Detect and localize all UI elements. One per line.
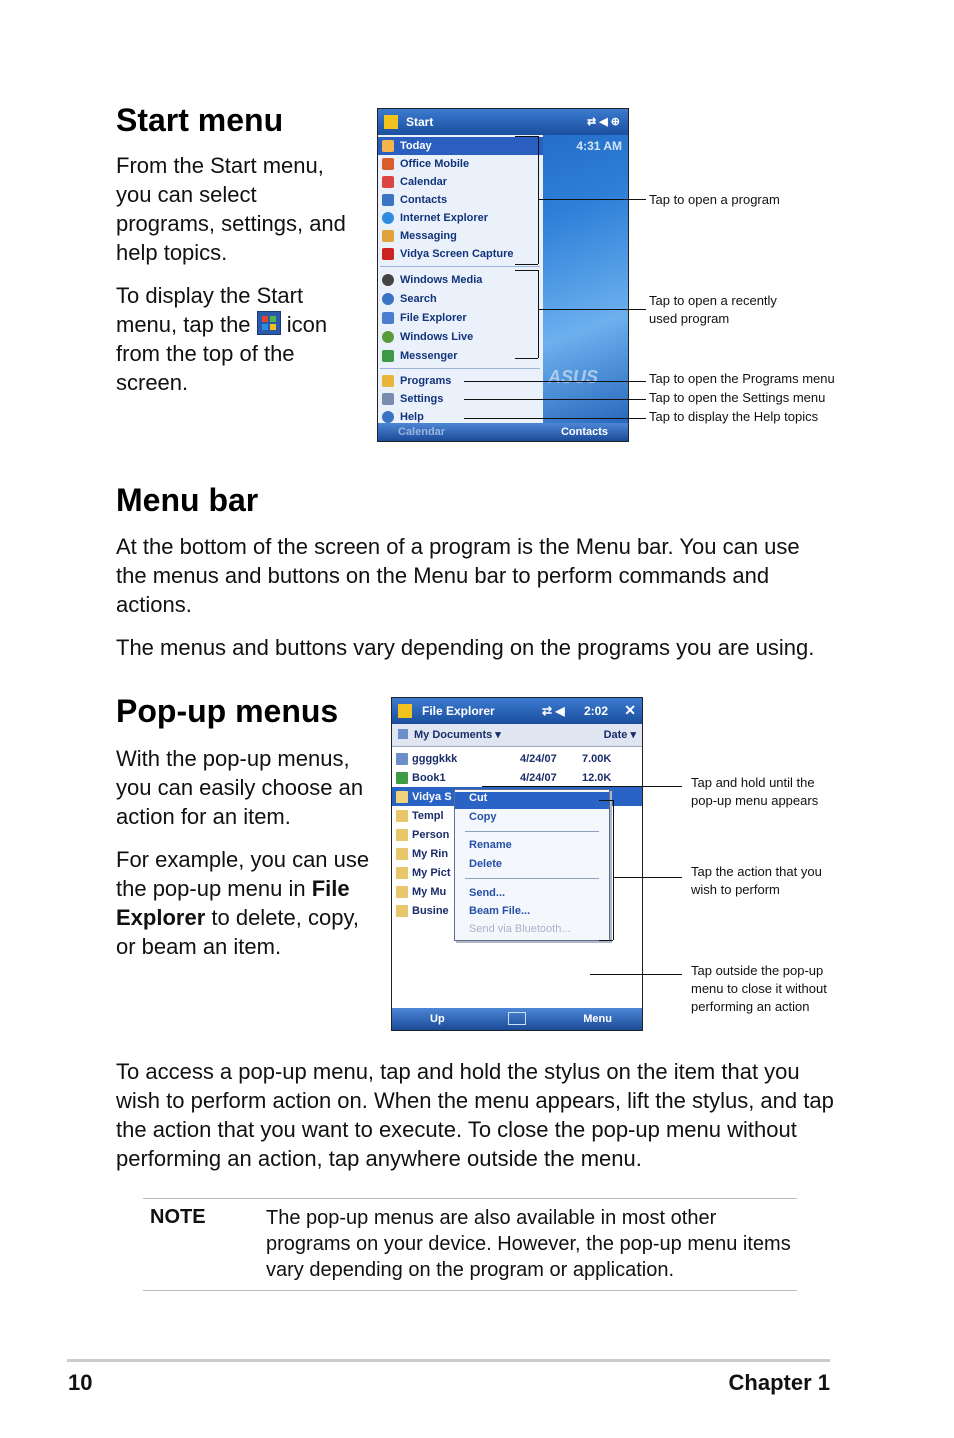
start-item-settings[interactable]: Settings xyxy=(378,390,543,408)
file-explorer-screenshot xyxy=(391,697,643,1031)
callout-help: Tap to display the Help topics xyxy=(649,409,819,424)
folder-icon xyxy=(396,791,408,803)
folder-icon xyxy=(396,829,408,841)
callout-outside: Tap outside the pop-up menu to close it without performing an action xyxy=(691,963,827,1014)
start-item-search[interactable]: Search xyxy=(378,290,543,308)
callout-open-program: Tap to open a program xyxy=(649,192,780,207)
fe-softkey-bar xyxy=(392,1008,642,1030)
popup-para-1: With the pop-up menus, you can easily choose an action for an item. xyxy=(116,746,364,829)
callout-action: Tap the action that you wish to perform xyxy=(691,864,822,897)
start-item-office-mobile[interactable]: Office Mobile xyxy=(378,155,543,173)
heading-popup-menus: Pop-up menus xyxy=(116,693,339,729)
start-menu-para-1: From the Start menu, you can select programs, settings, and help topics. xyxy=(116,153,346,265)
footer-rule xyxy=(67,1359,830,1362)
vidya-icon xyxy=(382,248,394,260)
callout-programs: Tap to open the Programs menu xyxy=(649,371,835,386)
settings-icon xyxy=(382,393,394,405)
fe-title-bar xyxy=(392,698,642,724)
popup-item-delete[interactable]: Delete xyxy=(469,858,503,870)
start-separator xyxy=(380,266,540,267)
popup-item-send-bluetooth: Send via Bluetooth... xyxy=(469,923,571,935)
office-icon xyxy=(382,158,394,170)
popup-instructions: To access a pop-up menu, tap and hold the stylus on the item that you wish to perform action on. When the menu appears, lift the stylus, and tap the action that you want to execute. To close the pop-up menu without performing an action, tap anywhere outside the menu. xyxy=(116,1059,834,1171)
today-icon xyxy=(382,140,394,152)
popup-item-copy[interactable]: Copy xyxy=(469,811,497,823)
fe-file-row[interactable]: ggggkkk 4/24/07 7.00K xyxy=(392,749,642,768)
file-icon xyxy=(396,772,408,784)
start-menu-para-2: To display the Start menu, tap the icon from the top of the screen. xyxy=(116,283,328,395)
fe-sort-dropdown[interactable]: Date ▾ xyxy=(603,729,636,741)
start-item-calendar[interactable]: Calendar xyxy=(378,173,543,191)
popup-item-send[interactable]: Send... xyxy=(469,887,506,899)
programs-icon xyxy=(382,375,394,387)
fe-file-row-selected[interactable]: Vidya S xyxy=(392,787,642,806)
folder-icon xyxy=(398,729,408,739)
start-flag-icon[interactable] xyxy=(384,115,398,129)
start-item-messaging[interactable]: Messaging xyxy=(378,227,543,245)
file-icon xyxy=(396,753,408,765)
media-icon xyxy=(382,274,394,286)
start-menu-screenshot xyxy=(377,108,629,442)
fe-folder-dropdown[interactable]: My Documents ▾ xyxy=(414,729,501,741)
callout-hold: Tap and hold until the pop-up menu appears xyxy=(691,775,819,808)
chapter-label: Chapter 1 xyxy=(728,1370,830,1395)
fe-file-row[interactable]: My Rin xyxy=(392,844,642,863)
callout-settings: Tap to open the Settings menu xyxy=(649,390,826,405)
popup-text xyxy=(116,744,371,961)
fe-status-icons: ⇄ ◀ xyxy=(542,704,565,718)
folder-icon xyxy=(396,886,408,898)
folder-icon xyxy=(396,867,408,879)
messaging-icon xyxy=(382,230,394,242)
popup-item-rename[interactable]: Rename xyxy=(469,839,512,851)
start-menu-text xyxy=(116,151,356,397)
start-item-contacts[interactable]: Contacts xyxy=(378,191,543,209)
softkey-up[interactable]: Up xyxy=(430,1013,445,1025)
callout-recent: Tap to open a recently used program xyxy=(649,293,777,326)
start-item-today[interactable]: Today xyxy=(378,137,543,155)
start-item-vidya[interactable]: Vidya Screen Capture xyxy=(378,245,543,263)
help-icon xyxy=(382,411,394,423)
note-text: The pop-up menus are also available in most other programs on your device. However, the pop-up menu items vary depending on the program or application. xyxy=(266,1207,791,1281)
folder-icon xyxy=(396,905,408,917)
fe-file-row[interactable]: Busine xyxy=(392,901,642,920)
start-menu-panel xyxy=(378,135,543,441)
start-item-windows-media[interactable]: Windows Media xyxy=(378,271,543,289)
fe-folder-bar xyxy=(392,724,642,747)
menu-bar-text xyxy=(116,532,836,662)
start-item-windows-live[interactable]: Windows Live xyxy=(378,328,543,346)
keyboard-icon[interactable] xyxy=(508,1012,526,1025)
popup-item-beam-file[interactable]: Beam File... xyxy=(469,905,531,917)
fe-file-row[interactable]: My Pict xyxy=(392,863,642,882)
windows-live-icon xyxy=(382,331,394,343)
softkey-contacts[interactable]: Contacts xyxy=(560,426,608,438)
start-softkey-bar xyxy=(378,423,628,441)
windows-flag-icon xyxy=(257,311,281,335)
close-icon[interactable]: ✕ xyxy=(624,702,636,718)
start-title: Start xyxy=(406,115,434,129)
start-item-file-explorer[interactable]: File Explorer xyxy=(378,309,543,327)
fe-file-row[interactable]: Templ xyxy=(392,806,642,825)
start-item-help[interactable]: Help xyxy=(378,408,543,426)
folder-icon xyxy=(396,848,408,860)
start-title-bar xyxy=(378,109,628,135)
note-label: NOTE xyxy=(150,1206,206,1228)
contacts-icon xyxy=(382,194,394,206)
heading-start-menu: Start menu xyxy=(116,102,284,138)
status-icons: ⇄ ◀ ⊕ xyxy=(586,116,620,128)
softkey-menu[interactable]: Menu xyxy=(583,1013,612,1025)
fe-file-row[interactable]: Person xyxy=(392,825,642,844)
asus-logo: ASUS xyxy=(548,367,599,387)
start-item-programs[interactable]: Programs xyxy=(378,372,543,390)
file-explorer-icon xyxy=(382,312,394,324)
popup-menu xyxy=(454,789,610,941)
messenger-icon xyxy=(382,350,394,362)
start-item-messenger[interactable]: Messenger xyxy=(378,347,543,365)
bracket-popup-actions xyxy=(613,800,614,940)
softkey-calendar[interactable]: Calendar xyxy=(398,426,446,438)
fe-file-row[interactable]: Book1 4/24/07 12.0K xyxy=(392,768,642,787)
menu-bar-para-2: The menus and buttons vary depending on the programs you are using. xyxy=(116,635,815,660)
menu-bar-para-1: At the bottom of the screen of a program is the Menu bar. You can use the menus and buttons on the Menu bar to perform commands and actions. xyxy=(116,534,800,617)
calendar-icon xyxy=(382,176,394,188)
start-separator-2 xyxy=(380,368,540,369)
start-item-internet-explorer[interactable]: Internet Explorer xyxy=(378,209,543,227)
bracket-recent xyxy=(538,270,539,358)
popup-para-2: For example, you can use the pop-up menu in File Explorer to delete, copy, or beam an item. xyxy=(116,847,370,959)
popup-item-cut[interactable]: Cut xyxy=(455,792,609,809)
fe-start-flag-icon[interactable] xyxy=(398,704,412,718)
note-bottom-rule xyxy=(143,1290,797,1291)
fe-time: 2:02 xyxy=(584,704,609,718)
time-readout: 4:31 AM xyxy=(576,139,622,153)
page-number: 10 xyxy=(68,1370,93,1395)
search-icon xyxy=(382,293,394,305)
heading-menu-bar: Menu bar xyxy=(116,482,259,518)
bracket-programs xyxy=(538,136,539,264)
fe-title: File Explorer xyxy=(422,704,495,718)
ie-icon xyxy=(382,212,394,224)
folder-icon xyxy=(396,810,408,822)
note-top-rule xyxy=(143,1198,797,1199)
fe-file-row[interactable]: My Mu xyxy=(392,882,642,901)
